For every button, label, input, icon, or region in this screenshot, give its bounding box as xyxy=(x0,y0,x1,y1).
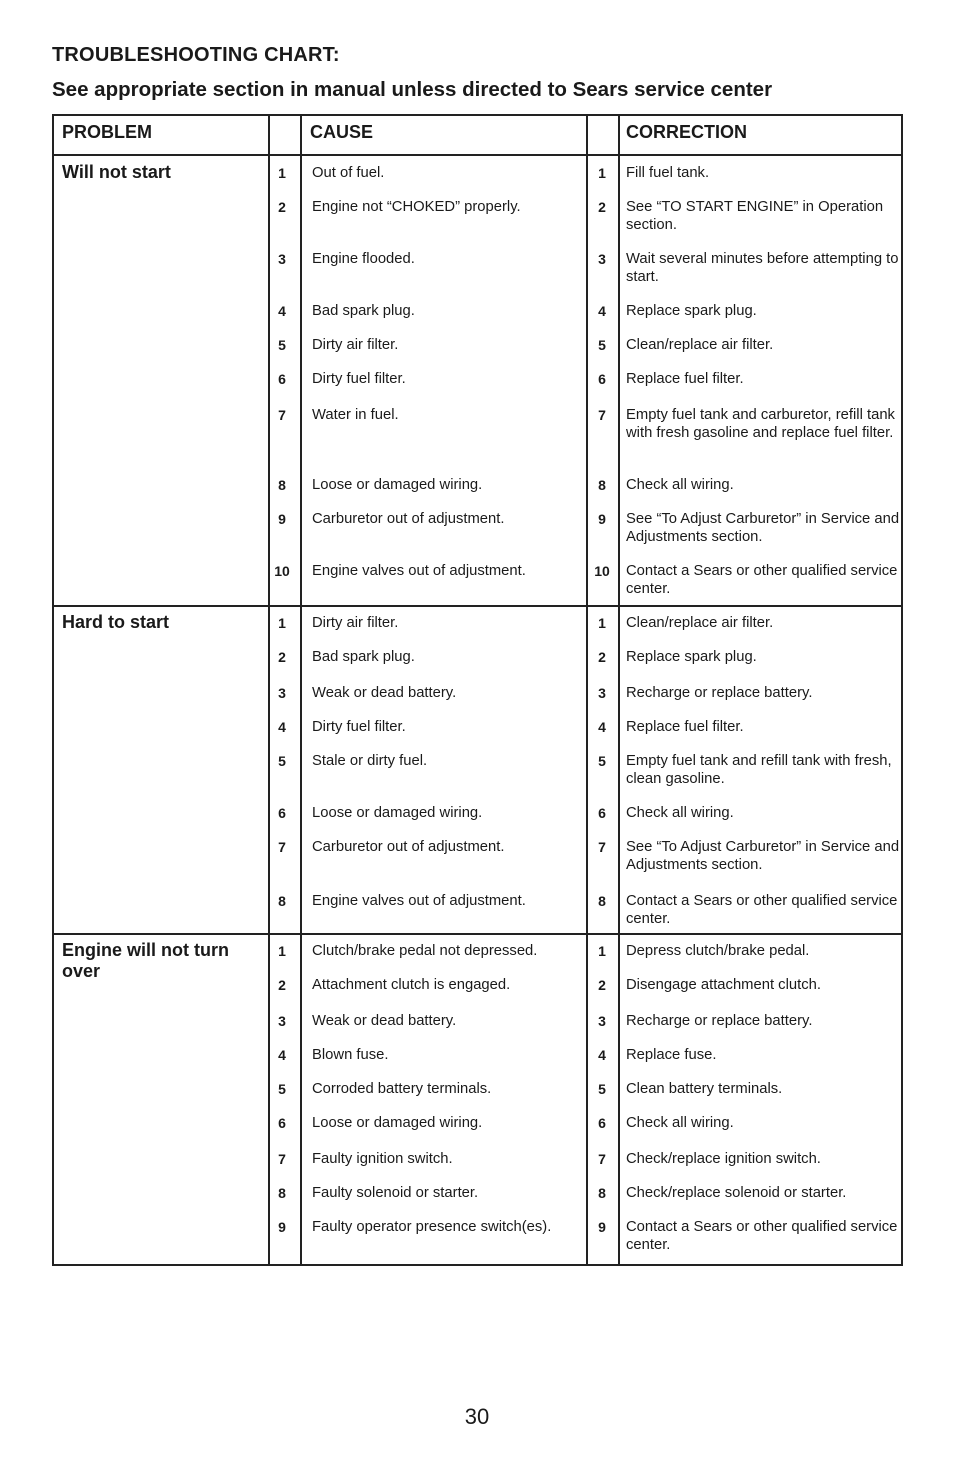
cause-number: 2 xyxy=(278,977,286,993)
cause-number: 7 xyxy=(278,1151,286,1167)
correction-number: 9 xyxy=(598,511,606,527)
cause-text: Corroded battery terminals. xyxy=(312,1081,492,1097)
cause-number: 8 xyxy=(278,477,286,493)
correction-text: Contact a Sears or other qualified service center. xyxy=(626,1219,898,1253)
correction-number: 8 xyxy=(598,893,606,909)
correction-text: Empty fuel tank and refill tank with fresh, clean gasoline. xyxy=(626,753,892,787)
problem-section xyxy=(54,934,901,1266)
correction-number: 5 xyxy=(598,1081,606,1097)
section-divider xyxy=(54,605,901,607)
cause-text: Loose or damaged wiring. xyxy=(312,477,483,493)
correction-number: 8 xyxy=(598,1185,606,1201)
cause-number: 6 xyxy=(278,371,286,387)
correction-number: 8 xyxy=(598,477,606,493)
correction-number: 5 xyxy=(598,753,606,769)
cause-text: Engine valves out of adjustment. xyxy=(312,563,526,579)
cause-number: 2 xyxy=(278,199,286,215)
cause-text: Bad spark plug. xyxy=(312,303,415,319)
cause-number: 7 xyxy=(278,407,286,423)
correction-number: 7 xyxy=(598,1151,606,1167)
cause-text: Dirty fuel filter. xyxy=(312,719,406,735)
cause-number: 8 xyxy=(278,893,286,909)
cause-text: Engine flooded. xyxy=(312,251,415,267)
cause-text: Carburetor out of adjustment. xyxy=(312,511,505,527)
problem-section xyxy=(54,606,901,934)
problem-label: Will not start xyxy=(62,162,171,182)
correction-number: 6 xyxy=(598,805,606,821)
correction-number: 3 xyxy=(598,1013,606,1029)
correction-text: Empty fuel tank and carburetor, refill tank with fresh gasoline and replace fuel filter. xyxy=(626,407,895,441)
correction-number: 6 xyxy=(598,1115,606,1131)
cause-number: 5 xyxy=(278,1081,286,1097)
cause-text: Faulty ignition switch. xyxy=(312,1151,453,1167)
correction-text: Contact a Sears or other qualified service center. xyxy=(626,563,898,597)
correction-number: 4 xyxy=(598,719,606,735)
cause-text: Loose or damaged wiring. xyxy=(312,805,483,821)
header-correction: CORRECTION xyxy=(618,116,901,156)
cause-text: Weak or dead battery. xyxy=(312,1013,457,1029)
cause-number: 1 xyxy=(278,943,286,959)
header-cause: CAUSE xyxy=(302,116,588,156)
correction-text: Depress clutch/brake pedal. xyxy=(626,943,810,959)
cause-number: 2 xyxy=(278,649,286,665)
cause-text: Faulty operator presence switch(es). xyxy=(312,1219,552,1235)
cause-text: Water in fuel. xyxy=(312,407,399,423)
cause-number: 9 xyxy=(278,511,286,527)
cause-text: Faulty solenoid or starter. xyxy=(312,1185,479,1201)
correction-number: 1 xyxy=(598,615,606,631)
correction-text: See “To Adjust Carburetor” in Service and Adjustments section. xyxy=(626,839,900,873)
chart-subtitle: See appropriate section in manual unless directed to Sears service center xyxy=(52,78,773,101)
section-divider xyxy=(54,933,901,935)
cause-number: 6 xyxy=(278,1115,286,1131)
cause-text: Weak or dead battery. xyxy=(312,685,457,701)
cause-text: Dirty fuel filter. xyxy=(312,371,406,387)
correction-text: Check all wiring. xyxy=(626,1115,734,1131)
cause-number: 9 xyxy=(278,1219,286,1235)
correction-number: 7 xyxy=(598,839,606,855)
correction-text: Check/replace ignition switch. xyxy=(626,1151,821,1167)
correction-number: 4 xyxy=(598,1047,606,1063)
cause-number: 3 xyxy=(278,1013,286,1029)
correction-number: 6 xyxy=(598,371,606,387)
cause-number: 3 xyxy=(278,685,286,701)
cause-text: Out of fuel. xyxy=(312,165,385,181)
correction-number: 9 xyxy=(598,1219,606,1235)
header-num-spacer xyxy=(270,116,302,156)
cause-number: 7 xyxy=(278,839,286,855)
problem-label: Hard to start xyxy=(62,612,170,632)
cause-number: 1 xyxy=(278,615,286,631)
cause-text: Attachment clutch is engaged. xyxy=(312,977,511,993)
cause-text: Loose or damaged wiring. xyxy=(312,1115,483,1131)
correction-text: Wait several minutes before attempting to start. xyxy=(626,251,899,285)
correction-text: Clean battery terminals. xyxy=(626,1081,783,1097)
correction-number: 2 xyxy=(598,977,606,993)
correction-number: 1 xyxy=(598,943,606,959)
correction-number: 4 xyxy=(598,303,606,319)
header-num-spacer-2 xyxy=(588,116,618,156)
correction-number: 3 xyxy=(598,685,606,701)
correction-text: Replace fuel filter. xyxy=(626,719,744,735)
cause-text: Dirty air filter. xyxy=(312,615,399,631)
problem-label: Engine will not turn over xyxy=(62,940,229,981)
page-number: 30 xyxy=(464,1404,490,1429)
cause-text: Engine not “CHOKED” properly. xyxy=(312,199,521,215)
cause-text: Engine valves out of adjustment. xyxy=(312,893,526,909)
correction-text: Contact a Sears or other qualified service center. xyxy=(626,893,898,927)
correction-text: Recharge or replace battery. xyxy=(626,1013,813,1029)
cause-text: Clutch/brake pedal not depressed. xyxy=(312,943,538,959)
cause-number: 5 xyxy=(278,753,286,769)
cause-text: Bad spark plug. xyxy=(312,649,415,665)
cause-number: 10 xyxy=(274,563,290,579)
chart-title: TROUBLESHOOTING CHART: xyxy=(52,44,340,66)
correction-text: Clean/replace air filter. xyxy=(626,615,774,631)
correction-text: Recharge or replace battery. xyxy=(626,685,813,701)
correction-text: Fill fuel tank. xyxy=(626,165,710,181)
correction-number: 2 xyxy=(598,199,606,215)
cause-number: 4 xyxy=(278,303,286,319)
cause-number: 4 xyxy=(278,1047,286,1063)
correction-number: 2 xyxy=(598,649,606,665)
cause-number: 5 xyxy=(278,337,286,353)
correction-number: 1 xyxy=(598,165,606,181)
correction-number: 5 xyxy=(598,337,606,353)
correction-text: Check all wiring. xyxy=(626,805,734,821)
correction-text: Disengage attachment clutch. xyxy=(626,977,821,993)
cause-number: 1 xyxy=(278,165,286,181)
correction-text: See “TO START ENGINE” in Operation section. xyxy=(626,199,884,233)
cause-number: 6 xyxy=(278,805,286,821)
problem-section xyxy=(54,156,901,606)
cause-number: 4 xyxy=(278,719,286,735)
correction-text: Replace fuel filter. xyxy=(626,371,744,387)
cause-number: 8 xyxy=(278,1185,286,1201)
correction-text: Clean/replace air filter. xyxy=(626,337,774,353)
correction-text: Check/replace solenoid or starter. xyxy=(626,1185,847,1201)
correction-text: Check all wiring. xyxy=(626,477,734,493)
correction-number: 7 xyxy=(598,407,606,423)
troubleshooting-table xyxy=(52,114,903,1266)
correction-text: Replace spark plug. xyxy=(626,649,757,665)
cause-text: Carburetor out of adjustment. xyxy=(312,839,505,855)
cause-text: Blown fuse. xyxy=(312,1047,389,1063)
correction-text: Replace spark plug. xyxy=(626,303,757,319)
correction-number: 10 xyxy=(594,563,610,579)
cause-text: Stale or dirty fuel. xyxy=(312,753,428,769)
cause-number: 3 xyxy=(278,251,286,267)
cause-text: Dirty air filter. xyxy=(312,337,399,353)
correction-text: See “To Adjust Carburetor” in Service and Adjustments section. xyxy=(626,511,900,545)
header-problem: PROBLEM xyxy=(54,116,270,156)
correction-text: Replace fuse. xyxy=(626,1047,717,1063)
correction-number: 3 xyxy=(598,251,606,267)
